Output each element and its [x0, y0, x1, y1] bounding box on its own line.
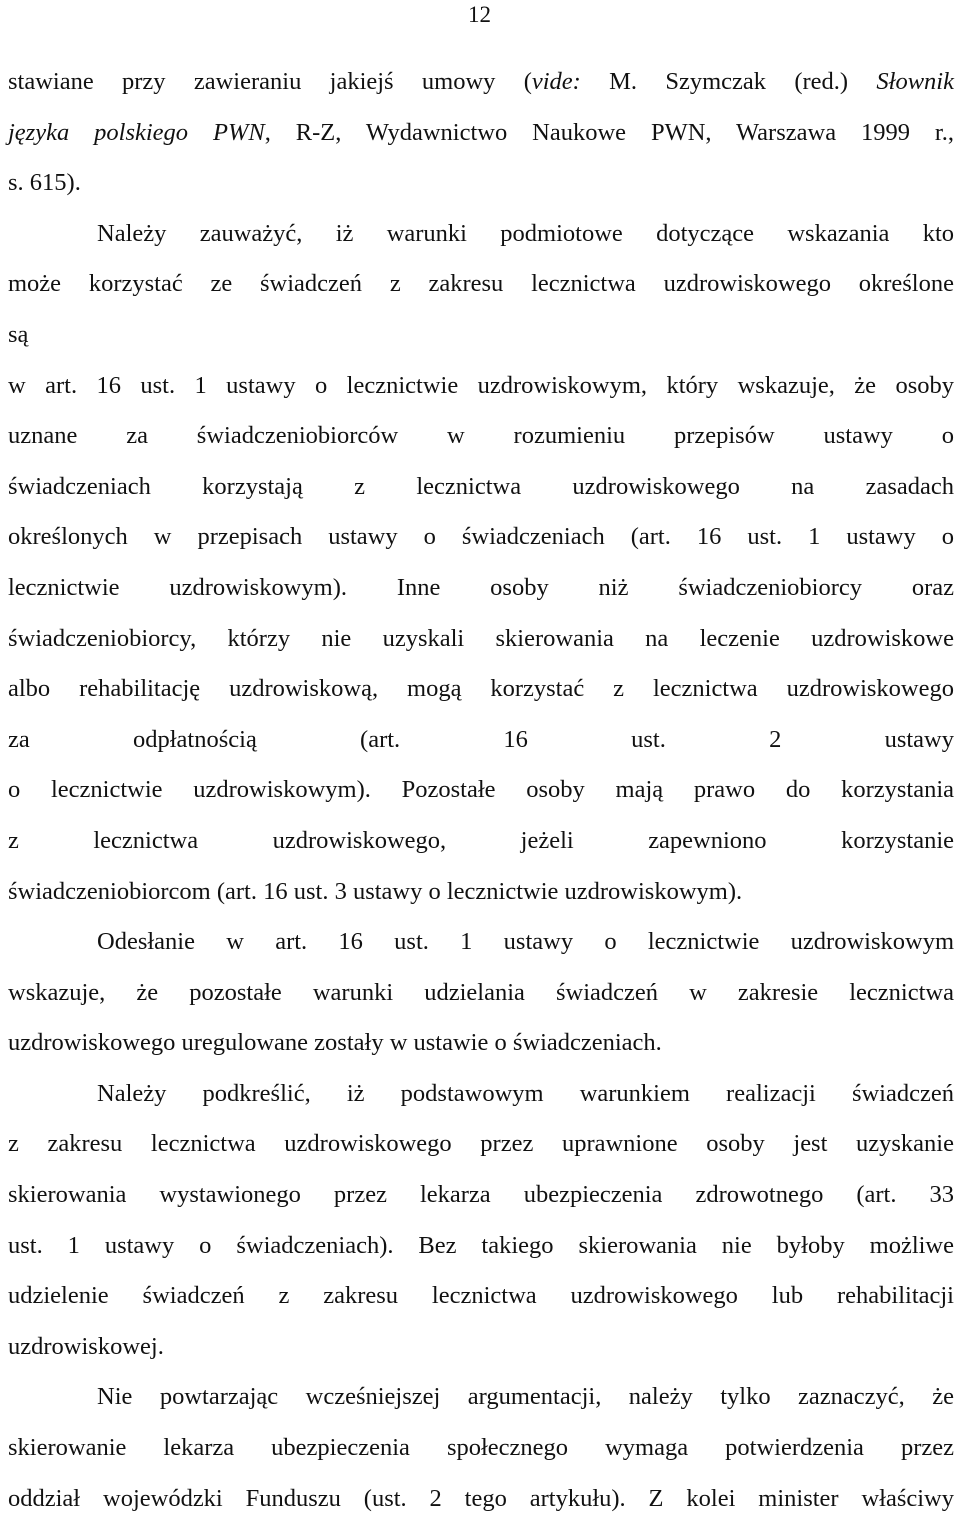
text-line [8, 1069, 954, 1120]
text-segment: Odesłanie w art. 16 ust. 1 ustawy o lecznictwie uzdrowiskowym [97, 928, 954, 956]
text-line [8, 1372, 954, 1423]
text-line [8, 209, 954, 260]
text-segment: oddział wojewódzki Funduszu (ust. 2 tego artykułu). Z kolei minister właściwy [8, 1484, 954, 1512]
text-line [8, 614, 954, 665]
text-line [8, 917, 954, 968]
italic-text-segment: vide: [531, 68, 581, 95]
text-segment: stawiane przy zawieraniu jakiejś umowy ( [8, 68, 532, 95]
text-segment: uzdrowiskowej. [8, 1332, 164, 1360]
text-segment: w art. 16 ust. 1 ustawy o lecznictwie uzdrowiskowym, który wskazuje, że osoby [8, 371, 954, 399]
text-line [8, 411, 954, 462]
text-line [8, 563, 954, 614]
text-segment: Nie powtarzając wcześniejszej argumentacji, należy tylko zaznaczyć, że [97, 1383, 954, 1411]
text-segment: za odpłatnością (art. 16 ust. 2 ustawy [8, 725, 954, 753]
text-line [8, 968, 954, 1019]
text-segment: może korzystać ze świadczeń z zakresu lecznictwa uzdrowiskowego określone [8, 270, 954, 298]
text-line [8, 1271, 954, 1322]
text-segment: lecznictwie uzdrowiskowym). Inne osoby niż świadczeniobiorcy oraz [8, 573, 954, 601]
text-segment: z zakresu lecznictwa uzdrowiskowego przez uprawnione osoby jest uzyskanie [8, 1130, 954, 1158]
text-line [8, 361, 954, 412]
text-line [8, 1423, 954, 1474]
text-line [8, 1474, 954, 1524]
text-line [8, 310, 954, 361]
text-line [8, 715, 954, 766]
text-segment: Należy podkreślić, iż podstawowym warunkiem realizacji świadczeń [97, 1079, 954, 1107]
text-line [8, 158, 954, 209]
text-segment: Należy zauważyć, iż warunki podmiotowe dotyczące wskazania kto [97, 219, 954, 247]
text-line [8, 512, 954, 563]
text-line [8, 867, 954, 918]
text-line [8, 1221, 954, 1272]
text-segment: skierowanie lekarza ubezpieczenia społecznego wymaga potwierdzenia przez [8, 1434, 954, 1462]
text-line [8, 664, 954, 715]
text-line [8, 1322, 954, 1373]
text-segment: udzielenie świadczeń z zakresu lecznictwa uzdrowiskowego lub rehabilitacji [8, 1282, 954, 1310]
text-segment: s. 615). [8, 169, 81, 197]
text-segment: albo rehabilitację uzdrowiskową, mogą korzystać z lecznictwa uzdrowiskowego [8, 675, 954, 703]
text-segment: uznane za świadczeniobiorców w rozumieniu przepisów ustawy o [8, 422, 954, 450]
text-segment: świadczeniach korzystają z lecznictwa uzdrowiskowego na zasadach [8, 472, 954, 500]
text-segment: są [8, 320, 29, 348]
text-segment: uzdrowiskowego uregulowane zostały w ustawie o świadczeniach. [8, 1029, 662, 1057]
text-segment: skierowania wystawionego przez lekarza ubezpieczenia zdrowotnego (art. 33 [8, 1181, 954, 1209]
text-line [8, 108, 954, 159]
text-line [8, 259, 954, 310]
text-segment: wskazuje, że pozostałe warunki udzielania świadczeń w zakresie lecznictwa [8, 978, 954, 1006]
text-line [8, 1018, 954, 1069]
text-segment: ust. 1 ustawy o świadczeniach). Bez takiego skierowania nie byłoby możliwe [8, 1231, 954, 1259]
text-segment: o lecznictwie uzdrowiskowym). Pozostałe osoby mają prawo do korzystania [8, 776, 954, 804]
text-line [8, 1170, 954, 1221]
text-segment: , R-Z, Wydawnictwo Naukowe PWN, Warszawa 1999 r., [264, 118, 954, 146]
text-segment: M. Szymczak (red.) [580, 68, 877, 95]
italic-text-segment: języka polskiego PWN [8, 118, 265, 146]
text-line [8, 816, 954, 867]
text-segment: z lecznictwa uzdrowiskowego, jeżeli zapewniono korzystanie [8, 826, 954, 854]
page-number: 12 [468, 2, 491, 27]
text-segment: świadczeniobiorcom (art. 16 ust. 3 ustawy o lecznictwie uzdrowiskowym). [8, 877, 743, 905]
text-segment: świadczeniobiorcy, którzy nie uzyskali skierowania na leczenie uzdrowiskowe [8, 624, 954, 652]
text-segment: określonych w przepisach ustawy o świadczeniach (art. 16 ust. 1 ustawy o [8, 523, 954, 551]
text-line [8, 462, 954, 513]
italic-text-segment: Słownik [876, 68, 954, 95]
document-body [8, 57, 954, 1524]
text-line [8, 1119, 954, 1170]
text-line [8, 765, 954, 816]
text-line [8, 57, 954, 108]
